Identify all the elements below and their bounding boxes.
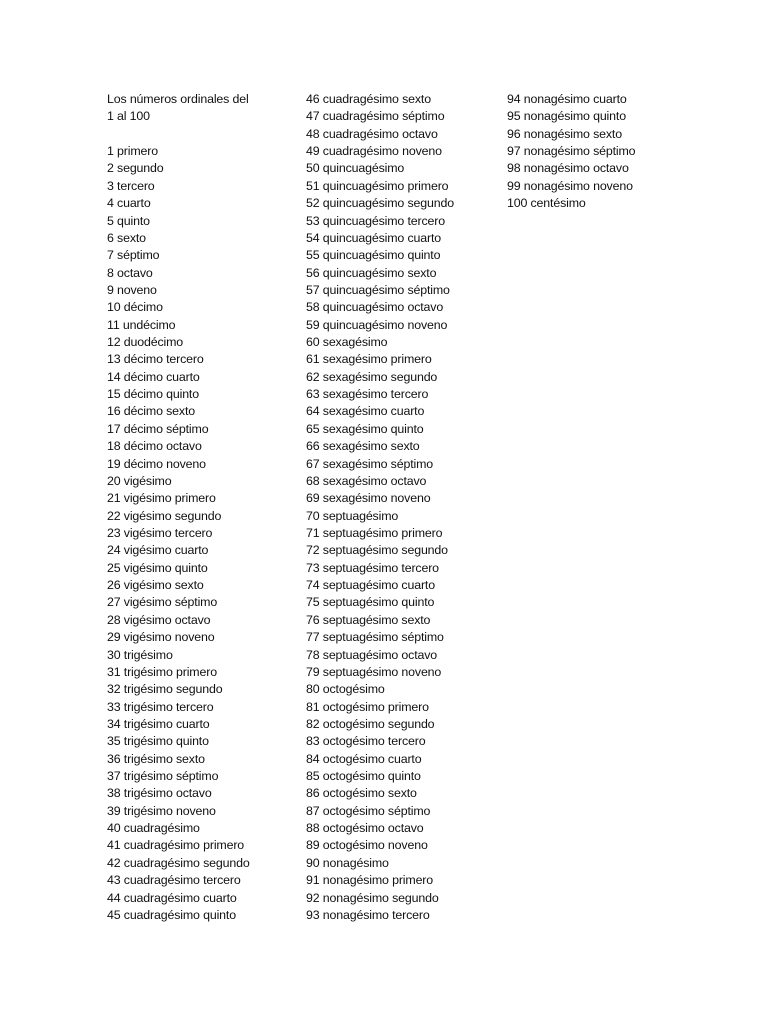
ordinal-entry: 35 trigésimo quinto [107, 734, 209, 749]
ordinal-entry: 98 nonagésimo octavo [507, 161, 629, 176]
ordinal-entry: 57 quincuagésimo séptimo [306, 282, 450, 297]
ordinal-entry: 66 sexagésimo sexto [306, 439, 420, 454]
ordinal-entry: 24 vigésimo cuarto [107, 543, 209, 558]
ordinal-entry: 54 quincuagésimo cuarto [306, 230, 442, 245]
ordinal-entry: 77 septuagésimo séptimo [306, 630, 444, 645]
ordinal-entry: 95 nonagésimo quinto [507, 109, 626, 124]
ordinal-entry: 50 quincuagésimo [306, 161, 405, 176]
ordinal-entry: 39 trigésimo noveno [107, 803, 216, 818]
ordinal-entry: 85 octogésimo quinto [306, 769, 421, 784]
ordinal-entry: 23 vigésimo tercero [107, 525, 213, 540]
ordinal-entry: 86 octogésimo sexto [306, 786, 417, 801]
ordinal-entry: 40 cuadragésimo [107, 821, 200, 836]
ordinal-entry: 94 nonagésimo cuarto [507, 92, 627, 106]
ordinal-entry: 74 septuagésimo cuarto [306, 578, 435, 593]
ordinal-entry: 32 trigésimo segundo [107, 682, 223, 697]
document-title-line-1: Los números ordinales del [107, 92, 249, 106]
ordinal-entry: 96 nonagésimo sexto [507, 126, 622, 141]
ordinal-entry: 100 centésimo [507, 196, 586, 211]
ordinal-entry: 84 octogésimo cuarto [306, 751, 422, 766]
ordinal-entry: 78 septuagésimo octavo [306, 647, 438, 662]
ordinal-entry: 99 nonagésimo noveno [507, 178, 633, 193]
ordinal-entry: 97 nonagésimo séptimo [507, 144, 636, 159]
ordinal-entry: 47 cuadragésimo séptimo [306, 109, 445, 124]
ordinal-entry: 82 octogésimo segundo [306, 716, 435, 731]
ordinals-column-2 [306, 91, 454, 924]
ordinal-entry: 79 septuagésimo noveno [306, 664, 442, 679]
ordinal-entry: 31 trigésimo primero [107, 664, 217, 679]
ordinal-entry: 51 quincuagésimo primero [306, 178, 449, 193]
ordinal-entry: 69 sexagésimo noveno [306, 491, 431, 506]
ordinal-entry: 9 noveno [107, 282, 157, 297]
ordinal-entry: 33 trigésimo tercero [107, 699, 214, 714]
ordinal-entry: 89 octogésimo noveno [306, 838, 428, 853]
ordinal-entry: 37 trigésimo séptimo [107, 769, 219, 784]
ordinal-entry: 28 vigésimo octavo [107, 612, 211, 627]
ordinal-entry: 48 cuadragésimo octavo [306, 126, 438, 141]
ordinal-entry: 72 septuagésimo segundo [306, 543, 448, 558]
ordinal-entry: 38 trigésimo octavo [107, 786, 212, 801]
ordinal-entry: 92 nonagésimo segundo [306, 890, 439, 905]
ordinal-entry: 22 vigésimo segundo [107, 508, 222, 523]
ordinal-entry: 30 trigésimo [107, 647, 173, 662]
ordinal-entry: 29 vigésimo noveno [107, 630, 215, 645]
ordinal-entry: 58 quincuagésimo octavo [306, 300, 444, 315]
ordinal-entry: 17 décimo séptimo [107, 421, 209, 436]
ordinal-entry: 27 vigésimo séptimo [107, 595, 218, 610]
ordinal-entry: 26 vigésimo sexto [107, 578, 204, 593]
ordinal-entry: 70 septuagésimo [306, 508, 399, 523]
ordinal-entry: 76 septuagésimo sexto [306, 612, 431, 627]
ordinal-entry: 45 cuadragésimo quinto [107, 907, 236, 922]
ordinal-entry: 43 cuadragésimo tercero [107, 873, 241, 888]
ordinal-entry: 18 décimo octavo [107, 439, 202, 454]
ordinal-entry: 60 sexagésimo [306, 335, 388, 350]
ordinal-entry: 80 octogésimo [306, 682, 385, 697]
ordinal-entry: 83 octogésimo tercero [306, 734, 426, 749]
ordinal-entry: 90 nonagésimo [306, 855, 389, 870]
ordinal-entry: 25 vigésimo quinto [107, 560, 208, 575]
ordinal-entry: 67 sexagésimo séptimo [306, 456, 434, 471]
ordinal-entry: 11 undécimo [107, 317, 176, 332]
ordinal-entry: 49 cuadragésimo noveno [306, 144, 442, 159]
ordinal-entry: 61 sexagésimo primero [306, 352, 432, 367]
ordinal-entry: 16 décimo sexto [107, 404, 195, 419]
ordinal-entry: 91 nonagésimo primero [306, 873, 434, 888]
ordinal-entry: 75 septuagésimo quinto [306, 595, 435, 610]
ordinal-entry: 93 nonagésimo tercero [306, 907, 430, 922]
ordinal-entry: 68 sexagésimo octavo [306, 473, 427, 488]
ordinal-entry: 88 octogésimo octavo [306, 821, 424, 836]
ordinal-entry: 55 quincuagésimo quinto [306, 248, 441, 263]
ordinal-entry: 64 sexagésimo cuarto [306, 404, 425, 419]
ordinal-entry: 56 quincuagésimo sexto [306, 265, 437, 280]
ordinal-entry: 3 tercero [107, 178, 155, 193]
ordinal-entry: 42 cuadragésimo segundo [107, 855, 250, 870]
ordinal-entry: 13 décimo tercero [107, 352, 204, 367]
ordinal-entry: 44 cuadragésimo cuarto [107, 890, 237, 905]
ordinal-entry: 62 sexagésimo segundo [306, 369, 438, 384]
ordinal-entry: 8 octavo [107, 265, 153, 280]
ordinal-entry: 21 vigésimo primero [107, 491, 216, 506]
ordinal-entry: 5 quinto [107, 213, 150, 228]
document-title-line-2: 1 al 100 [107, 109, 150, 124]
ordinal-entry: 10 décimo [107, 300, 163, 315]
ordinal-entry: 71 septuagésimo primero [306, 525, 443, 540]
ordinal-entry: 36 trigésimo sexto [107, 751, 205, 766]
ordinals-column-3 [507, 91, 635, 213]
ordinal-entry: 53 quincuagésimo tercero [306, 213, 445, 228]
ordinal-entry: 41 cuadragésimo primero [107, 838, 245, 853]
ordinal-entry: 4 cuarto [107, 196, 151, 211]
ordinal-entry: 12 duodécimo [107, 335, 184, 350]
ordinal-entry: 20 vigésimo [107, 473, 172, 488]
ordinal-entry: 81 octogésimo primero [306, 699, 429, 714]
ordinal-entry: 73 septuagésimo tercero [306, 560, 439, 575]
ordinal-entry: 2 segundo [107, 161, 164, 176]
ordinal-entry: 19 décimo noveno [107, 456, 206, 471]
ordinal-entry: 6 sexto [107, 230, 146, 245]
ordinal-entry: 52 quincuagésimo segundo [306, 196, 454, 211]
ordinal-entry: 15 décimo quinto [107, 387, 199, 402]
title-spacer [107, 126, 250, 143]
ordinal-entry: 59 quincuagésimo noveno [306, 317, 448, 332]
ordinal-entry: 63 sexagésimo tercero [306, 387, 429, 402]
ordinal-entry: 14 décimo cuarto [107, 369, 200, 384]
ordinal-entry: 1 primero [107, 144, 158, 159]
ordinal-entry: 34 trigésimo cuarto [107, 716, 210, 731]
ordinal-entry: 87 octogésimo séptimo [306, 803, 431, 818]
ordinal-entry: 7 séptimo [107, 248, 160, 263]
ordinal-entry: 65 sexagésimo quinto [306, 421, 424, 436]
ordinal-entry: 46 cuadragésimo sexto [306, 92, 431, 106]
ordinals-column-1 [107, 91, 250, 924]
